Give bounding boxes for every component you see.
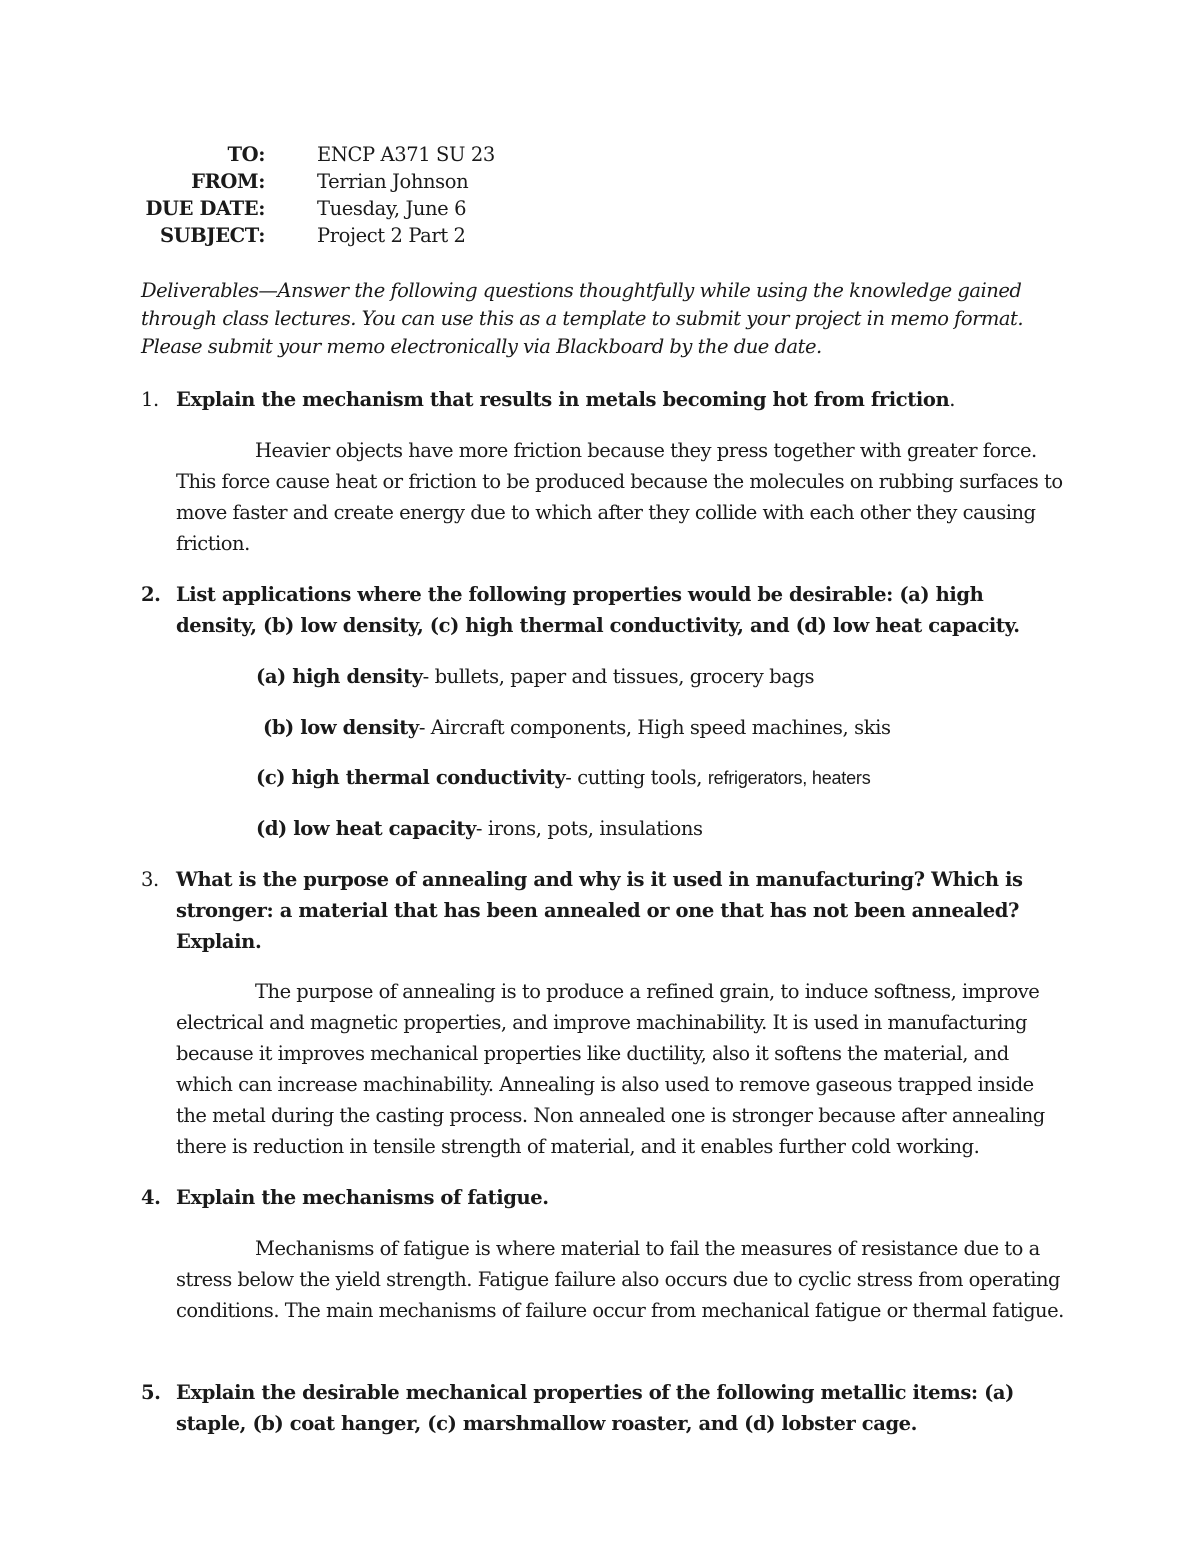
from-label: FROM: bbox=[191, 170, 265, 193]
answer-2c-text: - cutting tools, bbox=[565, 766, 708, 789]
question-2 bbox=[141, 579, 1041, 641]
answer-2a bbox=[256, 661, 814, 692]
question-text: List applications where the following properties would be desirable: (a) high density, (b) low density, (c) high thermal conductivity, and (d) low heat capacity. bbox=[176, 583, 1020, 637]
answer-2d bbox=[256, 813, 703, 844]
memo-from-row bbox=[0, 170, 1200, 197]
to-value: ENCP A371 SU 23 bbox=[317, 143, 495, 166]
answer-2d-text: - irons, pots, insulations bbox=[475, 817, 703, 840]
answer-1: Heavier objects have more friction because they press together with greater force. This force cause heat or friction to be produced because the molecules on rubbing surfaces to move faster and create energy due to which after they collide with each other they causing friction. bbox=[176, 439, 1063, 555]
question-text: Explain the mechanisms of fatigue. bbox=[176, 1186, 549, 1209]
question-number: 1. bbox=[141, 388, 159, 411]
question-number: 2. bbox=[141, 583, 161, 606]
question-text: What is the purpose of annealing and why is it used in manufacturing? Which is stronger: a material that has been annealed or one that has not been annealed? Explain. bbox=[176, 868, 1023, 953]
question-number: 3. bbox=[141, 868, 159, 891]
question-5 bbox=[141, 1377, 1041, 1439]
answer-2c bbox=[256, 762, 871, 794]
answer-2c-label: (c) high thermal conductivity bbox=[256, 766, 566, 789]
intro-line-1: Deliverables—Answer the following questions thoughtfully while using the knowledge gained bbox=[141, 279, 1022, 302]
answer-2d-label: (d) low heat capacity bbox=[256, 817, 476, 840]
question-number: 5. bbox=[141, 1381, 161, 1404]
question-3 bbox=[141, 864, 1041, 957]
question-4 bbox=[141, 1182, 1041, 1213]
answer-3: The purpose of annealing is to produce a refined grain, to induce softness, improve electrical and magnetic properties, and improve machinability. It is used in manufacturing because it improves mechanical properties like ductility, also it softens the material, and which can increase machinability. Annealing is also used to remove gaseous trapped inside the metal during the casting process. Non annealed one is stronger because after annealing there is reduction in tensile strength of material, and it enables further cold working. bbox=[176, 980, 1045, 1158]
memo-to-row bbox=[0, 143, 1200, 170]
subject-value: Project 2 Part 2 bbox=[317, 224, 466, 247]
answer-2b-label: (b) low density bbox=[263, 716, 419, 739]
question-1 bbox=[141, 384, 1041, 415]
answer-2b bbox=[263, 712, 891, 743]
question-text: Explain the desirable mechanical properties of the following metallic items: (a) staple, (b) coat hanger, (c) marshmallow roaster, and (d) lobster cage. bbox=[176, 1381, 1014, 1435]
subject-label: SUBJECT: bbox=[160, 224, 265, 247]
intro-line-2: through class lectures. You can use this as a template to submit your project in memo format. bbox=[141, 307, 1024, 330]
question-trail: . bbox=[949, 388, 956, 411]
answer-2a-label: (a) high density bbox=[256, 665, 423, 688]
answer-2c-text-2: refrigerators, heaters bbox=[707, 768, 871, 788]
memo-subject-row bbox=[0, 224, 1200, 251]
from-value: Terrian Johnson bbox=[317, 170, 469, 193]
deliverables-instructions bbox=[141, 277, 1041, 361]
answer-2b-text: - Aircraft components, High speed machines, skis bbox=[418, 716, 891, 739]
due-date-label: DUE DATE: bbox=[145, 197, 265, 220]
due-date-value: Tuesday, June 6 bbox=[317, 197, 467, 220]
question-number: 4. bbox=[141, 1186, 161, 1209]
memo-due-date-row bbox=[0, 197, 1200, 224]
to-label: TO: bbox=[227, 143, 265, 166]
intro-line-3: Please submit your memo electronically via Blackboard by the due date. bbox=[141, 335, 822, 358]
question-text: Explain the mechanism that results in metals becoming hot from friction bbox=[176, 388, 950, 411]
answer-4: Mechanisms of fatigue is where material to fail the measures of resistance due to a stress below the yield strength. Fatigue failure also occurs due to cyclic stress from operating conditions. The main mechanisms of failure occur from mechanical fatigue or thermal fatigue. bbox=[176, 1237, 1064, 1322]
answer-2a-text: - bullets, paper and tissues, grocery bags bbox=[422, 665, 815, 688]
